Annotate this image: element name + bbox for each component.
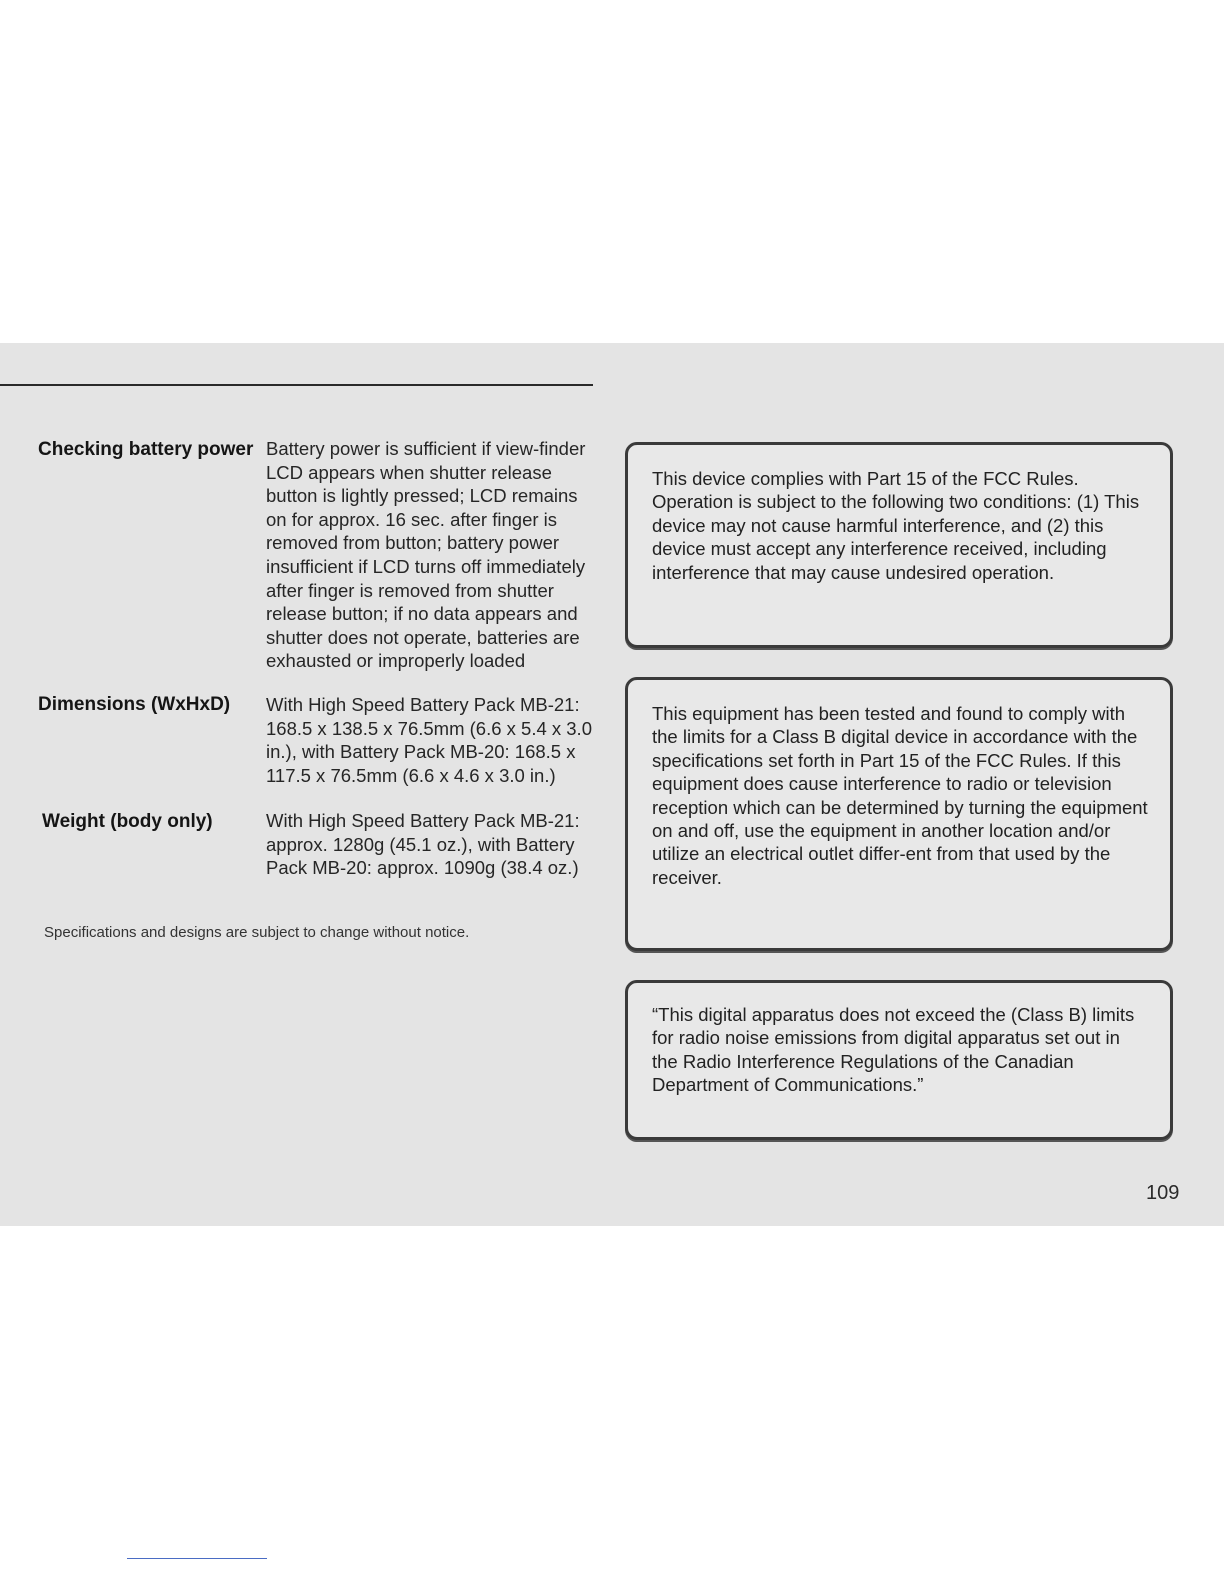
spec-label-weight: Weight (body only) [42, 811, 213, 832]
specifications-footnote: Specifications and designs are subject to change without notice. [44, 924, 470, 941]
spec-label-dimensions: Dimensions (WxHxD) [38, 694, 231, 715]
bottom-link-line [127, 1558, 267, 1559]
fcc-compliance-text: This device complies with Part 15 of the FCC Rules. Operation is subject to the following two conditions: (1) This device may not cause harmful interference, and (2) this device must accept any interference received, including interference that may cause undesired operation. [652, 468, 1140, 583]
spec-value-battery-check: Battery power is sufficient if view-finder LCD appears when shutter release button is lightly pressed; LCD remains on for approx. 16 sec. after finger is removed from button; battery power insufficient if LCD turns off immediately after finger is removed from shutter release button; if no data appears and shutter does not operate, batteries are exhausted or improperly loaded [266, 438, 586, 672]
spec-value-dimensions: With High Speed Battery Pack MB-21: 168.5 x 138.5 x 76.5mm (6.6 x 5.4 x 3.0 in.), with Battery Pack MB-20: 168.5 x 117.5 x 76.5mm (6.6 x 4.6 x 3.0 in.) [266, 694, 592, 786]
canadian-notice [625, 980, 1173, 1140]
fcc-compliance-notice [625, 442, 1173, 648]
section-divider [0, 384, 593, 386]
class-b-notice [625, 677, 1173, 951]
canadian-notice-text: “This digital apparatus does not exceed the (Class B) limits for radio noise emissions from digital apparatus set out in the Radio Interference Regulations of the Canadian Department of Communications.” [652, 1004, 1135, 1096]
spec-value-weight: With High Speed Battery Pack MB-21: approx. 1280g (45.1 oz.), with Battery Pack MB-20: approx. 1090g (38.4 oz.) [266, 810, 580, 879]
manual-page [0, 343, 1224, 1226]
page-number: 109 [1146, 1182, 1180, 1204]
class-b-text: This equipment has been tested and found to comply with the limits for a Class B digital device in accordance with the specifications set forth in Part 15 of the FCC Rules. If this equipment does cause interference to radio or television reception which can be determined by turning the equipment on and off, use the equipment in another location and/or utilize an electrical outlet differ-ent from that used by the receiver. [652, 703, 1148, 888]
spec-label-battery-check: Checking battery power [38, 439, 254, 460]
